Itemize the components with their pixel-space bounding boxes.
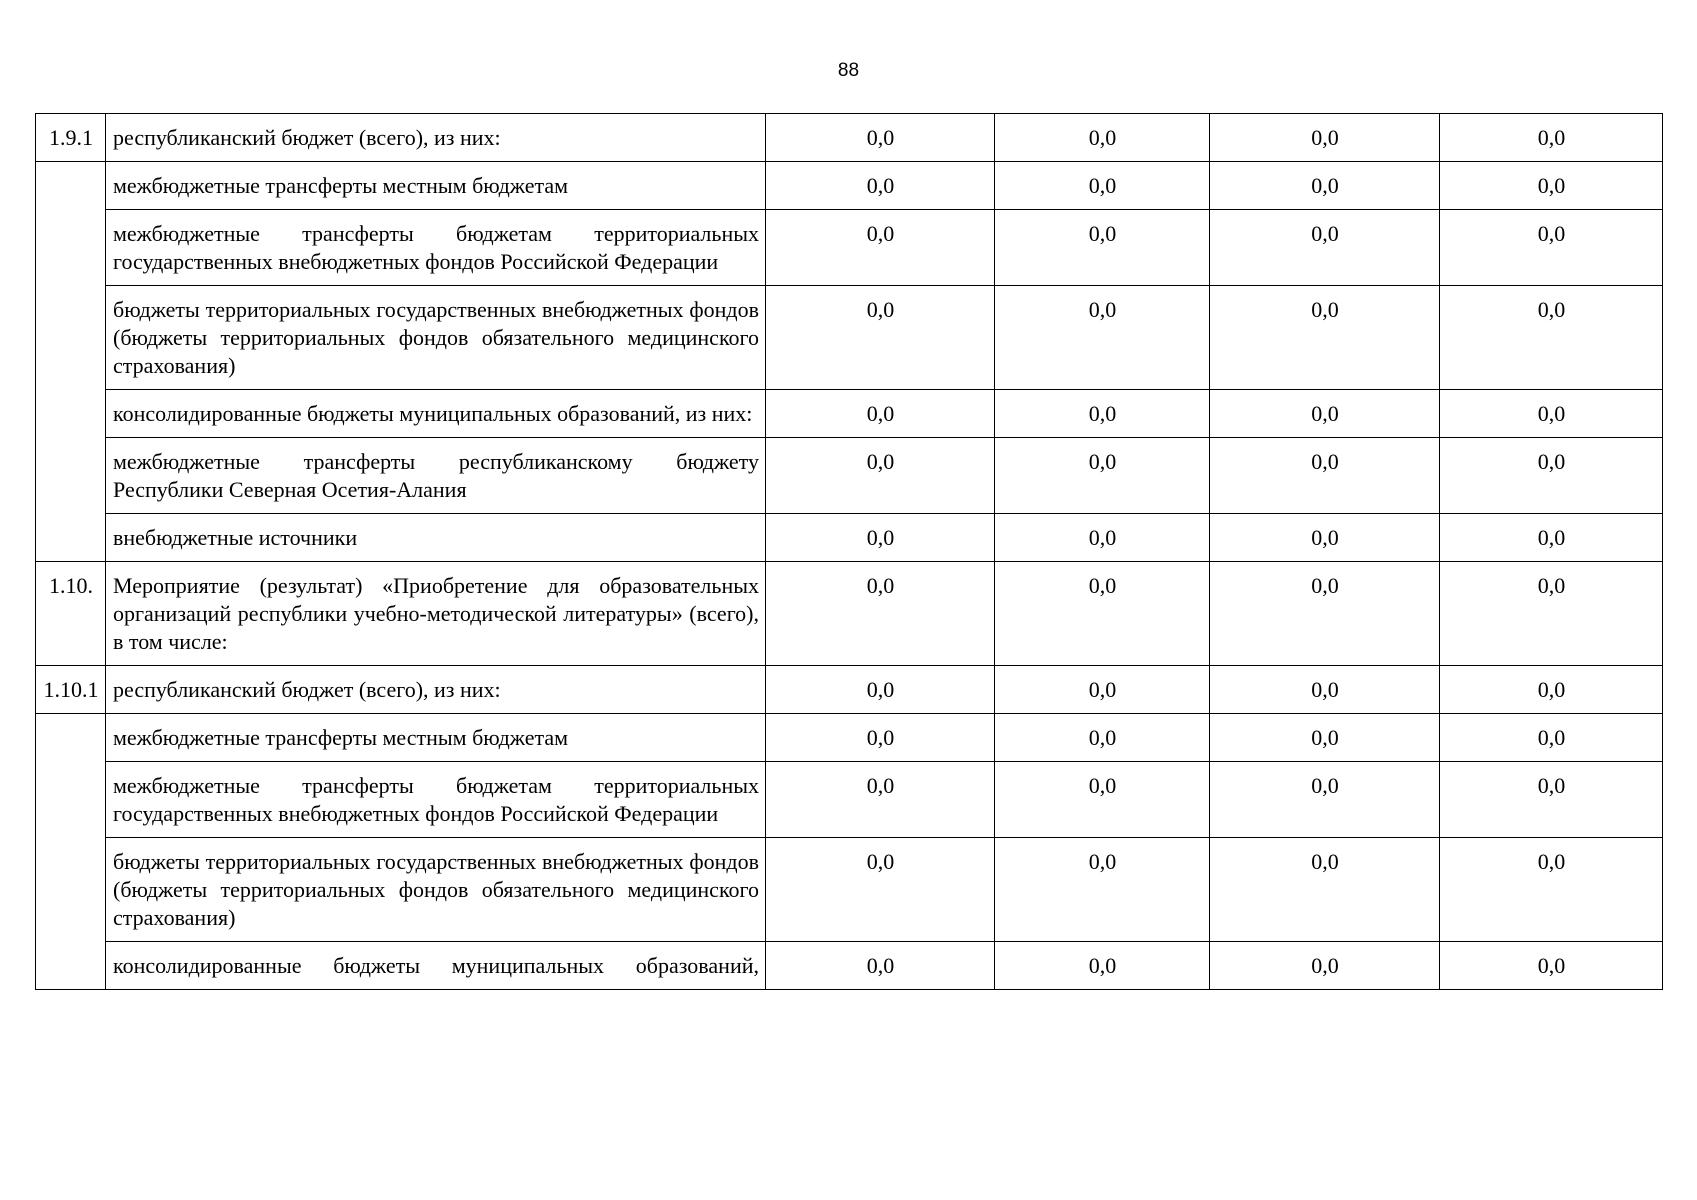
row-description: консолидированные бюджеты муниципальных образований, из них: (106, 390, 766, 438)
row-value: 0,0 (1440, 114, 1663, 162)
row-value: 0,0 (1210, 438, 1440, 514)
row-value: 0,0 (766, 390, 995, 438)
row-value: 0,0 (995, 514, 1210, 562)
table-row (36, 438, 1663, 514)
row-value: 0,0 (995, 942, 1210, 990)
row-description: внебюджетные источники (106, 514, 766, 562)
row-number: 1.10. (36, 562, 106, 666)
row-value: 0,0 (995, 562, 1210, 666)
row-value: 0,0 (766, 514, 995, 562)
row-value: 0,0 (1440, 714, 1663, 762)
row-description: консолидированные бюджеты муниципальных образований, (106, 942, 766, 990)
row-value: 0,0 (1440, 162, 1663, 210)
row-value: 0,0 (766, 438, 995, 514)
row-value: 0,0 (766, 114, 995, 162)
row-value: 0,0 (1210, 666, 1440, 714)
row-value: 0,0 (766, 666, 995, 714)
row-value: 0,0 (766, 942, 995, 990)
row-value: 0,0 (766, 562, 995, 666)
row-description: межбюджетные трансферты местным бюджетам (106, 714, 766, 762)
row-value: 0,0 (1210, 942, 1440, 990)
table-row (36, 390, 1663, 438)
row-value: 0,0 (1210, 838, 1440, 942)
table-row (36, 286, 1663, 390)
row-number (36, 162, 106, 562)
table-row (36, 562, 1663, 666)
table-row (36, 838, 1663, 942)
row-value: 0,0 (995, 762, 1210, 838)
row-value: 0,0 (1440, 762, 1663, 838)
table-row (36, 114, 1663, 162)
row-value: 0,0 (995, 714, 1210, 762)
budget-table (35, 113, 1663, 990)
row-number: 1.9.1 (36, 114, 106, 162)
table-row (36, 762, 1663, 838)
row-value: 0,0 (1440, 666, 1663, 714)
row-description: республиканский бюджет (всего), из них: (106, 666, 766, 714)
table-row (36, 514, 1663, 562)
row-value: 0,0 (995, 210, 1210, 286)
row-value: 0,0 (766, 162, 995, 210)
row-value: 0,0 (995, 438, 1210, 514)
row-value: 0,0 (1210, 162, 1440, 210)
row-value: 0,0 (995, 666, 1210, 714)
row-description: межбюджетные трансферты бюджетам территориальных государственных внебюджетных фондов Российской Федерации (106, 762, 766, 838)
row-value: 0,0 (1210, 210, 1440, 286)
row-number (36, 714, 106, 990)
row-value: 0,0 (1440, 210, 1663, 286)
row-value: 0,0 (1440, 286, 1663, 390)
page-number: 88 (837, 60, 860, 81)
row-value: 0,0 (1440, 562, 1663, 666)
row-value: 0,0 (1210, 114, 1440, 162)
row-value: 0,0 (766, 838, 995, 942)
table-row (36, 666, 1663, 714)
row-value: 0,0 (1210, 286, 1440, 390)
row-value: 0,0 (1440, 942, 1663, 990)
row-description: Мероприятие (результат) «Приобретение для образовательных организаций республики учебно-методической литературы» (всего), в том числе: (106, 562, 766, 666)
row-value: 0,0 (1210, 762, 1440, 838)
row-value: 0,0 (995, 286, 1210, 390)
row-value: 0,0 (995, 114, 1210, 162)
row-description: межбюджетные трансферты местным бюджетам (106, 162, 766, 210)
row-value: 0,0 (995, 838, 1210, 942)
table-row (36, 942, 1663, 990)
row-description: бюджеты территориальных государственных внебюджетных фондов (бюджеты территориальных фондов обязательного медицинского страхования) (106, 838, 766, 942)
row-value: 0,0 (995, 390, 1210, 438)
row-value: 0,0 (766, 286, 995, 390)
row-value: 0,0 (1440, 390, 1663, 438)
row-description: республиканский бюджет (всего), из них: (106, 114, 766, 162)
row-value: 0,0 (995, 162, 1210, 210)
row-value: 0,0 (1210, 514, 1440, 562)
row-description: межбюджетные трансферты республиканскому бюджету Республики Северная Осетия-Алания (106, 438, 766, 514)
row-value: 0,0 (1440, 838, 1663, 942)
row-value: 0,0 (1210, 562, 1440, 666)
row-value: 0,0 (1440, 514, 1663, 562)
row-value: 0,0 (766, 714, 995, 762)
row-value: 0,0 (1440, 438, 1663, 514)
row-value: 0,0 (1210, 390, 1440, 438)
row-value: 0,0 (1210, 714, 1440, 762)
row-value: 0,0 (766, 762, 995, 838)
table-row (36, 210, 1663, 286)
row-description: межбюджетные трансферты бюджетам территориальных государственных внебюджетных фондов Российской Федерации (106, 210, 766, 286)
row-number: 1.10.1 (36, 666, 106, 714)
table-row (36, 162, 1663, 210)
table-row (36, 714, 1663, 762)
row-value: 0,0 (766, 210, 995, 286)
row-description: бюджеты территориальных государственных внебюджетных фондов (бюджеты территориальных фондов обязательного медицинского страхования) (106, 286, 766, 390)
